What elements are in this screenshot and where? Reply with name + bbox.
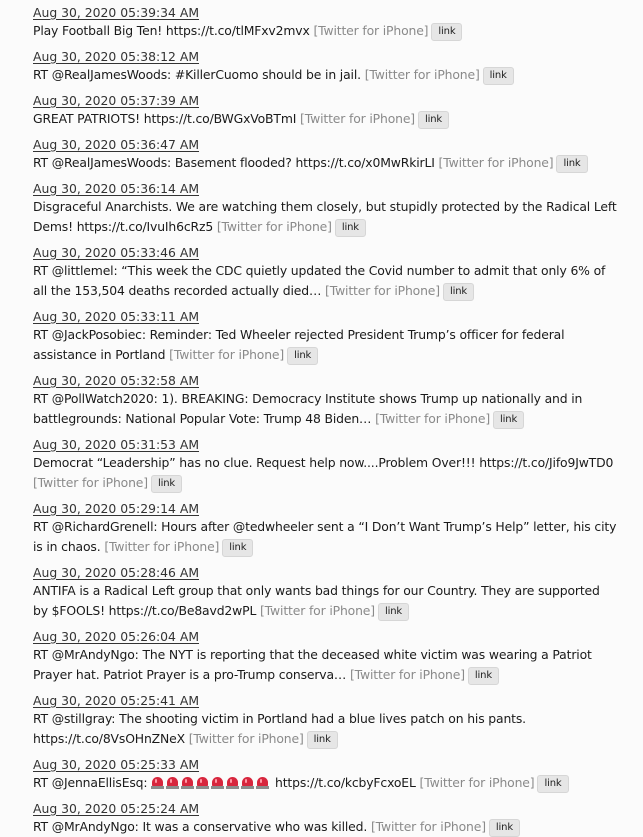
- tweet-item: [33, 624, 617, 685]
- emoji-row: [151, 775, 271, 790]
- tweet-source: [Twitter for iPhone]: [419, 775, 535, 790]
- tweet-timestamp-link[interactable]: Aug 30, 2020 05:32:58 AM: [33, 373, 200, 388]
- tweet-text: [33, 581, 617, 621]
- tweet-text: [33, 709, 617, 749]
- tweet-timestamp-link[interactable]: Aug 30, 2020 05:25:24 AM: [33, 801, 200, 816]
- tweet-item: [33, 688, 617, 749]
- tweet-item: [33, 796, 617, 837]
- tweet-timestamp-link[interactable]: Aug 30, 2020 05:26:04 AM: [33, 629, 200, 644]
- tweet-item: [33, 132, 617, 173]
- tweet-item: [33, 240, 617, 301]
- tweet-timestamp-link[interactable]: Aug 30, 2020 05:29:14 AM: [33, 501, 200, 516]
- tweet-body: ANTIFA is a Radical Left group that only wants bad things for our Country. They are supported by $FOOLS! https://t.co/Be8avd2wPL: [33, 583, 600, 618]
- tweet-text: [33, 65, 617, 85]
- tweet-body: RT @RichardGrenell: Hours after @tedwheeler sent a “I Don’t Want Trump’s Help” letter, his city is in chaos.: [33, 519, 617, 554]
- tweet-link-button[interactable]: link: [222, 539, 253, 557]
- police-car-light-icon: [151, 776, 164, 789]
- tweet-source: [Twitter for iPhone]: [438, 155, 554, 170]
- tweet-timestamp-link[interactable]: Aug 30, 2020 05:33:11 AM: [33, 309, 200, 324]
- tweet-item: [33, 560, 617, 621]
- police-car-light-icon: [241, 776, 254, 789]
- tweet-text: [33, 773, 617, 793]
- tweet-source: [Twitter for iPhone]: [313, 23, 429, 38]
- tweet-body: GREAT PATRIOTS! https://t.co/BWGxVoBTmI: [33, 111, 297, 126]
- police-car-light-icon: [181, 776, 194, 789]
- tweet-body: Play Football Big Ten! https://t.co/tlMFxv2mvx: [33, 23, 310, 38]
- tweet-link-button[interactable]: link: [418, 111, 449, 129]
- tweet-source: [Twitter for iPhone]: [300, 111, 415, 126]
- tweet-link-button[interactable]: link: [431, 23, 462, 41]
- tweet-timestamp-link[interactable]: Aug 30, 2020 05:36:47 AM: [33, 137, 200, 152]
- police-car-light-icon: [226, 776, 239, 789]
- tweet-body: RT @PollWatch2020: 1). BREAKING: Democracy Institute shows Trump up nationally and in battlegrounds: National Popular Vote: Trump 48 Biden…: [33, 391, 583, 426]
- tweet-text: [33, 817, 617, 837]
- tweet-source: [Twitter for iPhone]: [375, 411, 491, 426]
- tweet-item: [33, 176, 617, 237]
- tweet-body: RT @MrAndyNgo: It was a conservative who was killed.: [33, 819, 368, 834]
- tweet-item: [33, 0, 617, 41]
- tweet-text: [33, 325, 617, 365]
- tweet-timestamp-link[interactable]: Aug 30, 2020 05:38:12 AM: [33, 49, 200, 64]
- tweet-timestamp-link[interactable]: Aug 30, 2020 05:25:41 AM: [33, 693, 200, 708]
- tweet-source: [Twitter for iPhone]: [104, 539, 220, 554]
- tweet-source: [Twitter for iPhone]: [260, 603, 375, 618]
- tweet-link-button[interactable]: link: [556, 155, 587, 173]
- tweet-link-button[interactable]: link: [378, 603, 409, 621]
- tweet-body: Democrat “Leadership” has no clue. Request help now....Problem Over!!! https://t.co/Jifo9JwTD0: [33, 455, 614, 470]
- tweet-timestamp-link[interactable]: Aug 30, 2020 05:39:34 AM: [33, 5, 200, 20]
- tweet-item: [33, 44, 617, 85]
- tweet-link-button[interactable]: link: [335, 219, 366, 237]
- tweet-timestamp-link[interactable]: Aug 30, 2020 05:28:46 AM: [33, 565, 200, 580]
- tweet-body: RT @RealJamesWoods: Basement flooded? https://t.co/x0MwRkirLI: [33, 155, 435, 170]
- tweet-item: [33, 304, 617, 365]
- tweet-text: [33, 261, 617, 301]
- tweet-body: RT @littlemel: “This week the CDC quietly updated the Covid number to admit that only 6% of all the 153,504 deaths recorded actually died…: [33, 263, 606, 298]
- tweet-text: [33, 153, 617, 173]
- police-car-light-icon: [196, 776, 209, 789]
- tweet-source: [Twitter for iPhone]: [188, 731, 304, 746]
- tweet-timestamp-link[interactable]: Aug 30, 2020 05:33:46 AM: [33, 245, 200, 260]
- tweet-text: [33, 21, 617, 41]
- tweet-text: [33, 109, 617, 129]
- tweet-link-button[interactable]: link: [489, 819, 520, 837]
- tweet-link-button[interactable]: link: [287, 347, 318, 365]
- tweet-source: [Twitter for iPhone]: [33, 475, 148, 490]
- tweet-timestamp-link[interactable]: Aug 30, 2020 05:31:53 AM: [33, 437, 200, 452]
- tweet-body: RT @RealJamesWoods: #KillerCuomo should be in jail.: [33, 67, 361, 82]
- police-car-light-icon: [166, 776, 179, 789]
- tweet-item: [33, 368, 617, 429]
- tweet-link-button[interactable]: link: [307, 731, 338, 749]
- tweet-body: RT @JackPosobiec: Reminder: Ted Wheeler rejected President Trump’s officer for federal assistance in Portland: [33, 327, 565, 362]
- tweet-item: [33, 88, 617, 129]
- tweet-text: [33, 517, 617, 557]
- police-car-light-icon: [256, 776, 269, 789]
- tweet-text: [33, 197, 617, 237]
- tweet-text: [33, 645, 617, 685]
- tweet-link-button[interactable]: link: [483, 67, 514, 85]
- tweet-text: [33, 389, 617, 429]
- tweet-source: [Twitter for iPhone]: [169, 347, 285, 362]
- tweet-body: RT @stillgray: The shooting victim in Portland had a blue lives patch on his pants. https://t.co/8VsOHnZNeX: [33, 711, 526, 746]
- tweet-item: [33, 496, 617, 557]
- tweet-text: [33, 453, 617, 493]
- tweet-source: [Twitter for iPhone]: [216, 219, 332, 234]
- tweet-body: https://t.co/kcbyFcxoEL: [275, 775, 416, 790]
- tweet-timestamp-link[interactable]: Aug 30, 2020 05:36:14 AM: [33, 181, 200, 196]
- tweet-source: [Twitter for iPhone]: [325, 283, 440, 298]
- police-car-light-icon: [211, 776, 224, 789]
- tweet-timestamp-link[interactable]: Aug 30, 2020 05:37:39 AM: [33, 93, 200, 108]
- tweet-body: RT @MrAndyNgo: The NYT is reporting that the deceased white victim was wearing a Patriot Prayer hat. Patriot Prayer is a pro-Trump conserva…: [33, 647, 592, 682]
- tweet-link-button[interactable]: link: [443, 283, 474, 301]
- tweet-link-button[interactable]: link: [493, 411, 524, 429]
- tweet-link-button[interactable]: link: [468, 667, 499, 685]
- tweet-body: Disgraceful Anarchists. We are watching them closely, but stupidly protected by the Radical Left Dems! https://t.co/IvuIh6cRz5: [33, 199, 617, 234]
- tweet-link-button[interactable]: link: [537, 775, 568, 793]
- tweet-source: [Twitter for iPhone]: [370, 819, 486, 834]
- tweet-source: [Twitter for iPhone]: [364, 67, 480, 82]
- tweet-timestamp-link[interactable]: Aug 30, 2020 05:25:33 AM: [33, 757, 200, 772]
- tweet-text-prefix: RT @JennaEllisEsq:: [33, 775, 148, 790]
- tweet-link-button[interactable]: link: [151, 475, 182, 493]
- tweet-item: [33, 752, 617, 793]
- tweet-item: [33, 432, 617, 493]
- tweet-source: [Twitter for iPhone]: [349, 667, 465, 682]
